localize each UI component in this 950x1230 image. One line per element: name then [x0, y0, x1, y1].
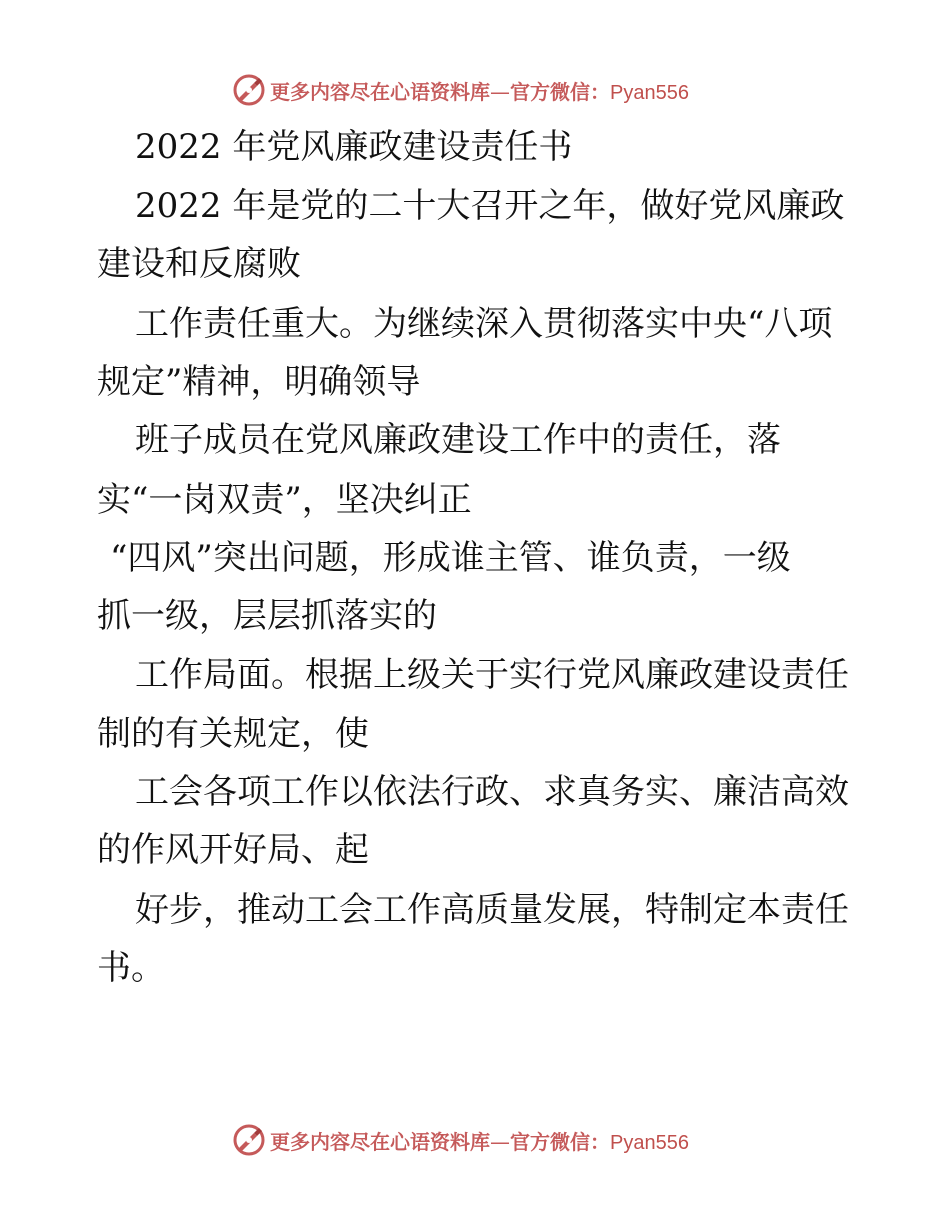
body-line: 的作风开好局、起 [97, 830, 369, 870]
watermark-wechat-handle: Pyan556 [610, 81, 689, 104]
body-line: 2022 年是党的二十大召开之年，做好党风廉政 [135, 186, 845, 226]
body-line: 班子成员在党风廉政建设工作中的责任，落 [135, 420, 781, 460]
footer-watermark [232, 1122, 752, 1158]
watermark-text [270, 1126, 689, 1155]
watermark-text [270, 76, 689, 105]
document-title: 2022 年党风廉政建设责任书 [135, 127, 573, 167]
body-line: 书。 [97, 948, 165, 988]
watermark-wechat-label: 官方微信： [510, 1129, 610, 1154]
header-watermark [232, 72, 752, 108]
pen-logo-icon [232, 1123, 266, 1157]
body-line: 抓一级，层层抓落实的 [97, 596, 437, 636]
watermark-wechat-handle: Pyan556 [610, 1131, 689, 1154]
body-line: “四风”突出问题，形成谁主管、谁负责，一级 [110, 538, 791, 578]
body-line: 工作局面。根据上级关于实行党风廉政建设责任 [135, 655, 849, 695]
body-line: 规定”精神，明确领导 [97, 362, 421, 402]
body-line: 建设和反腐败 [97, 244, 301, 284]
watermark-site-name: 更多内容尽在心语资料库 [270, 79, 490, 104]
pen-logo-icon [232, 73, 266, 107]
watermark-dash: — [490, 1129, 510, 1154]
body-line: 工作责任重大。为继续深入贯彻落实中央“八项 [135, 304, 833, 344]
body-line: 实“一岗双责”，坚决纠正 [97, 480, 472, 520]
watermark-site-name: 更多内容尽在心语资料库 [270, 1129, 490, 1154]
watermark-dash: — [490, 79, 510, 104]
body-line: 制的有关规定，使 [97, 714, 369, 754]
body-line: 工会各项工作以依法行政、求真务实、廉洁高效 [135, 772, 849, 812]
body-line: 好步，推动工会工作高质量发展，特制定本责任 [135, 890, 849, 930]
watermark-wechat-label: 官方微信： [510, 79, 610, 104]
